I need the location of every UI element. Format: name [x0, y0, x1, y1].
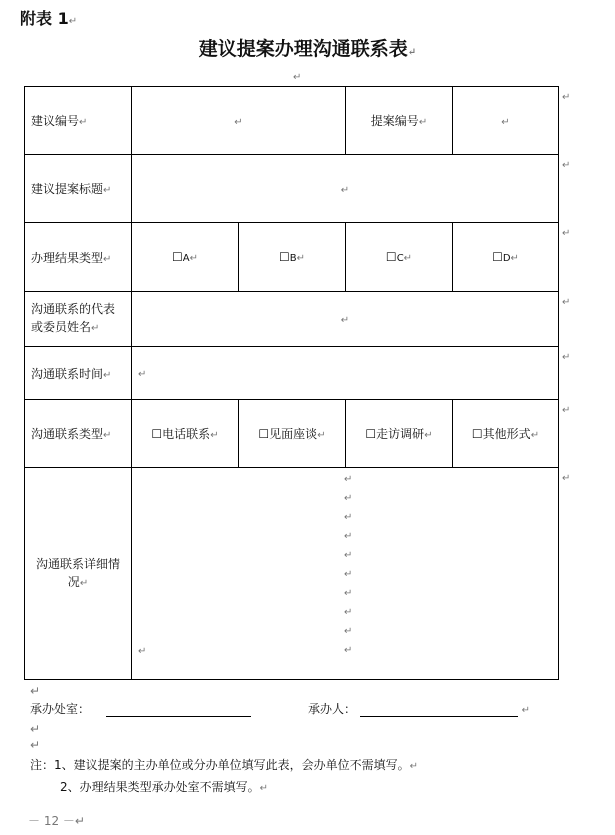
- person-input-line[interactable]: [360, 704, 518, 717]
- paragraph-mark: ↵: [30, 684, 41, 698]
- paragraph-mark: ↵: [521, 705, 531, 716]
- contact-type-phone[interactable]: ☐电话联系↵: [132, 400, 239, 468]
- row-contact-type: [25, 400, 559, 468]
- contact-type-meeting[interactable]: ☐见面座谈↵: [239, 400, 346, 468]
- checkbox-icon: ☐: [151, 427, 163, 441]
- checkbox-icon: ☐: [365, 427, 377, 441]
- contact-time-field[interactable]: ↵: [132, 347, 559, 400]
- checkbox-icon: ☐: [385, 250, 397, 264]
- label-proposal-number: 提案编号↵: [346, 87, 453, 155]
- row-contact-time: [25, 347, 559, 400]
- row-title: [25, 155, 559, 223]
- label-contact-time: 沟通联系时间↵: [25, 347, 132, 400]
- label-details: 沟通联系详细情况↵: [25, 468, 132, 680]
- office-label: 承办处室：: [30, 702, 91, 716]
- person-line: [308, 700, 530, 717]
- checkbox-icon: ☐: [172, 250, 183, 264]
- suggestion-number-field[interactable]: ↵: [132, 87, 346, 155]
- contact-type-visit[interactable]: ☐走访调研↵: [346, 400, 453, 468]
- row-end-mark: ↵: [562, 92, 571, 103]
- paragraph-mark: ↵: [293, 72, 302, 83]
- paragraph-mark: ↵: [30, 738, 41, 752]
- result-option-b[interactable]: ☐B↵: [239, 223, 346, 292]
- label-result-type: 办理结果类型↵: [25, 223, 132, 292]
- row-end-mark: ↵: [562, 352, 571, 363]
- paragraph-mark: ↵: [68, 16, 78, 27]
- row-end-mark: ↵: [562, 297, 571, 308]
- row-result-type: [25, 223, 559, 292]
- appendix-label: [20, 6, 77, 29]
- paragraph-mark: ↵: [138, 646, 147, 657]
- row-end-mark: ↵: [562, 405, 571, 416]
- details-paragraph-marks: ↵ ↵ ↵ ↵ ↵ ↵ ↵ ↵ ↵ ↵: [344, 474, 353, 656]
- note-2: 2、办理结果类型承办处室不需填写。↵: [60, 780, 269, 794]
- row-contact-name: [25, 292, 559, 347]
- label-title: 建议提案标题↵: [25, 155, 132, 223]
- paragraph-mark: ↵: [30, 722, 41, 736]
- result-option-d[interactable]: ☐D↵: [453, 223, 559, 292]
- office-input-line[interactable]: [106, 704, 251, 717]
- proposal-number-field[interactable]: ↵: [453, 87, 559, 155]
- contact-form-table: [24, 86, 559, 680]
- row-end-mark: ↵: [562, 228, 571, 239]
- title-text: 建议提案办理沟通联系表: [198, 38, 408, 60]
- contact-type-other[interactable]: ☐其他形式↵: [453, 400, 559, 468]
- row-details: [25, 468, 559, 680]
- note-1: 注：1、建议提案的主办单位或分办单位填写此表，会办单位不需填写。↵: [30, 758, 419, 772]
- paragraph-mark: ↵: [407, 47, 417, 58]
- label-suggestion-number: 建议编号↵: [25, 87, 132, 155]
- checkbox-icon: ☐: [471, 427, 483, 441]
- checkbox-icon: ☐: [258, 427, 270, 441]
- page-number: － 12 －↵: [28, 814, 85, 828]
- checkbox-icon: ☐: [492, 250, 503, 264]
- office-line: [30, 700, 251, 717]
- checkbox-icon: ☐: [278, 250, 290, 264]
- row-number: [25, 87, 559, 155]
- label-contact-name: 沟通联系的代表或委员姓名↵: [25, 292, 132, 347]
- appendix-text: 附表 1: [20, 9, 69, 28]
- row-end-mark: ↵: [562, 473, 571, 484]
- title-field[interactable]: ↵: [132, 155, 559, 223]
- label-contact-type: 沟通联系类型↵: [25, 400, 132, 468]
- row-end-mark: ↵: [562, 160, 571, 171]
- document-title: [0, 34, 615, 61]
- contact-name-field[interactable]: ↵: [132, 292, 559, 347]
- details-field[interactable]: [132, 468, 559, 680]
- notes: [30, 755, 418, 799]
- result-option-a[interactable]: ☐A↵: [132, 223, 239, 292]
- result-option-c[interactable]: ☐C↵: [346, 223, 453, 292]
- person-label: 承办人：: [308, 702, 357, 716]
